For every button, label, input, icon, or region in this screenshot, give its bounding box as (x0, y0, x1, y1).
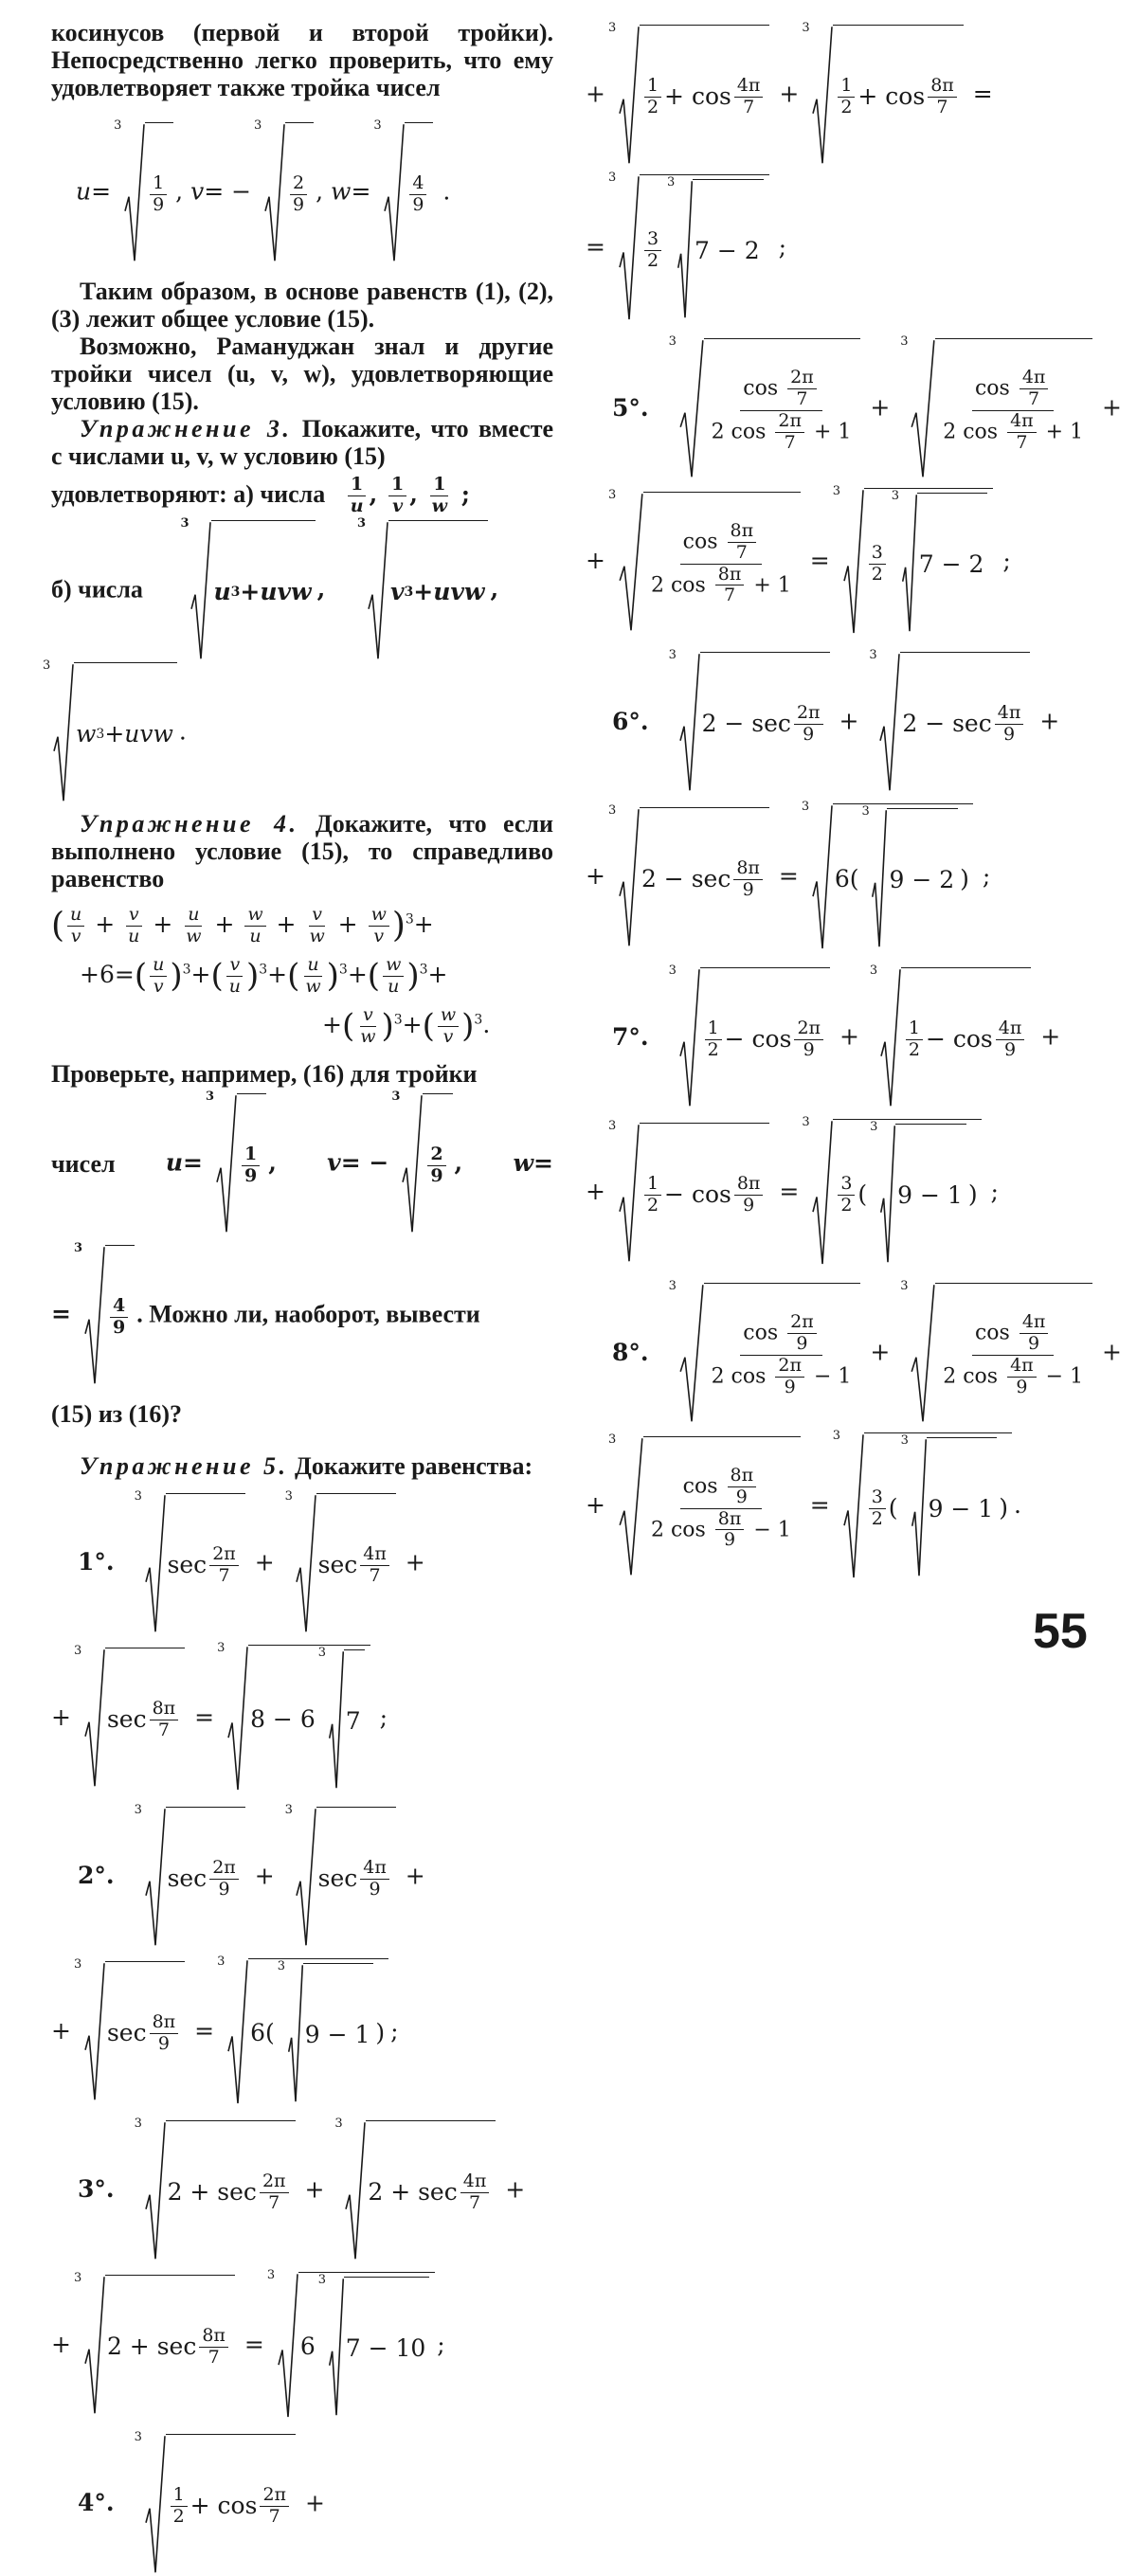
exercise-3-b-cont: 3 w 3 + uvw . (40, 662, 553, 804)
exercise-4-label: Упражнение 4. (80, 809, 299, 838)
paragraph-intro: косинусов (первой и второй тройки). Непосредственно легко проверить, что ему удовлетворяет также тройка чисел (51, 19, 553, 101)
formula-uvw: u= 3 1 9 , v= − 3 2 9 , w= 3 4 9 . (76, 122, 553, 264)
equality-3-line1: 3°. 3 2 + sec 2π 7 + 3 2 + sec 4π 7 + (78, 2120, 553, 2262)
right-column (586, 19, 1122, 1581)
equality-7-line2: + 3 1 2 − cos 8π 9 = 3 3 2 ( 3 9 − 1 ) ; (586, 1119, 1102, 1268)
left-column (43, 19, 553, 2576)
equality-5-line2: + 3 cos $\frac{8\pi}{7}$ 2 cos $\frac{8\pi}{7}$ + 1 = 3 3 2 3 7 − 2 ; (586, 488, 1102, 637)
check-line-3: = 3 4 9 . Можно ли, наоборот, вывести (51, 1245, 553, 1387)
exercise-3-text: Покажите, что вместе с числами u, v, w условию (15) (51, 415, 553, 470)
check-line-4: (15) из (16)? (51, 1399, 183, 1428)
exercise-3-label: Упражнение 3. (80, 415, 293, 442)
exercise-4-text: Докажите, что если выполнено условие (15), то справедливо равенство (51, 809, 553, 892)
check-line-1: Проверьте, например, (16) для тройки (51, 1059, 478, 1088)
exercise-3-a: удовлетворяют: а) числа $\frac{1}{u}$ , $\frac{1}{v}$ , $\frac{1}{w}$ ; (51, 474, 470, 516)
equality-6-line1: 6°. 3 2 − sec 2π 9 + 3 2 − sec 4π 9 + (612, 652, 1102, 794)
paragraph-conclusion: Таким образом, в основе равенств (1), (2), (3) лежит общее условие (15). (51, 278, 553, 333)
exercise-5-label: Упражнение 5. (80, 1451, 289, 1480)
equality-1-line1: 1°. 3 sec 2π 7 + 3 sec 4π 7 + (78, 1493, 553, 1635)
equality-8-line1: 8°. 3 cos $\frac{2\pi}{9}$ 2 cos $\frac{2\pi}{9}$ − 1 + 3 cos $\frac{4\pi}{9}$ 2 cos $\frac{4\pi}{9}$ − 1 + (612, 1283, 1102, 1425)
cbrt: 3 1 9 (124, 122, 173, 264)
equality-5-line1: 5°. 3 cos $\frac{2\pi}{7}$ 2 cos $\frac{2\pi}{7}$ + 1 + 3 cos $\frac{4\pi}{7}$ 2 cos $\frac{4\pi}{7}$ + 1 + (612, 338, 1102, 480)
exercise-3 (51, 415, 553, 470)
equality-2-line2: + 3 sec 8π 9 = 3 6( 3 9 − 1 ) ; (51, 1958, 553, 2107)
identity-16-line3: +( $\frac{v}{w}$ )$^3$+( $\frac{w}{v}$ )$^3$. (322, 1003, 491, 1047)
exercise-4 (51, 810, 553, 892)
equality-4-line1: 4°. 3 1 2 + cos 2π 7 + (78, 2434, 553, 2576)
equality-3-line2: + 3 2 + sec 8π 7 = 3 6 3 7 − 10 ; (51, 2272, 553, 2421)
equality-7-line1: 7°. 3 1 2 − cos 2π 9 + 3 1 2 − cos 4π 9 + (612, 967, 1102, 1109)
equality-4-line2: + 3 1 2 + cos 4π 7 + 3 1 2 + cos 8π 7 = (586, 25, 1102, 167)
equality-8-line2: + 3 cos $\frac{8\pi}{9}$ 2 cos $\frac{8\pi}{9}$ − 1 = 3 3 2 ( 3 9 − 1 ) . (586, 1432, 1102, 1581)
equality-6-line2: + 3 2 − sec 8π 9 = 3 6( 3 9 − 2 ) ; (586, 803, 1102, 952)
exercise-5 (51, 1452, 553, 1480)
paragraph-ramanujan: Возможно, Рамануджан знал и другие тройки чисел (u, v, w), удовлетворяющие условию (15). (51, 333, 553, 415)
equality-4-line3: = 3 3 2 3 7 − 2 ; (586, 174, 1102, 323)
identity-16-line2: +6=( $\frac{u}{v}$ )$^3$+( $\frac{v}{u}$ )$^3$+( $\frac{u}{w}$ )$^3$+( $\frac{w}{u}$ )$^3$+ (80, 953, 448, 997)
equality-1-line2: + 3 sec 8π 7 = 3 8 − 6 3 7 ; (51, 1645, 553, 1793)
equality-2-line1: 2°. 3 sec 2π 9 + 3 sec 4π 9 + (78, 1807, 553, 1949)
exercise-3-b: б) числа 3 u 3 + uvw , 3 v 3 + uvw , (51, 520, 553, 662)
page-number: 55 (1033, 1604, 1088, 1659)
exercise-5-text: Докажите равенства: (295, 1451, 533, 1480)
identity-16-line1: ( $\frac{u}{v}$ + $\frac{v}{u}$ + $\frac{u}{w}$ + $\frac{w}{u}$ + $\frac{v}{w}$ + $\frac{w}{v}$ )$^3$+ (51, 903, 434, 946)
check-line-2: чисел u= 3 1 9 , v= − 3 2 9 , w= (51, 1093, 553, 1235)
